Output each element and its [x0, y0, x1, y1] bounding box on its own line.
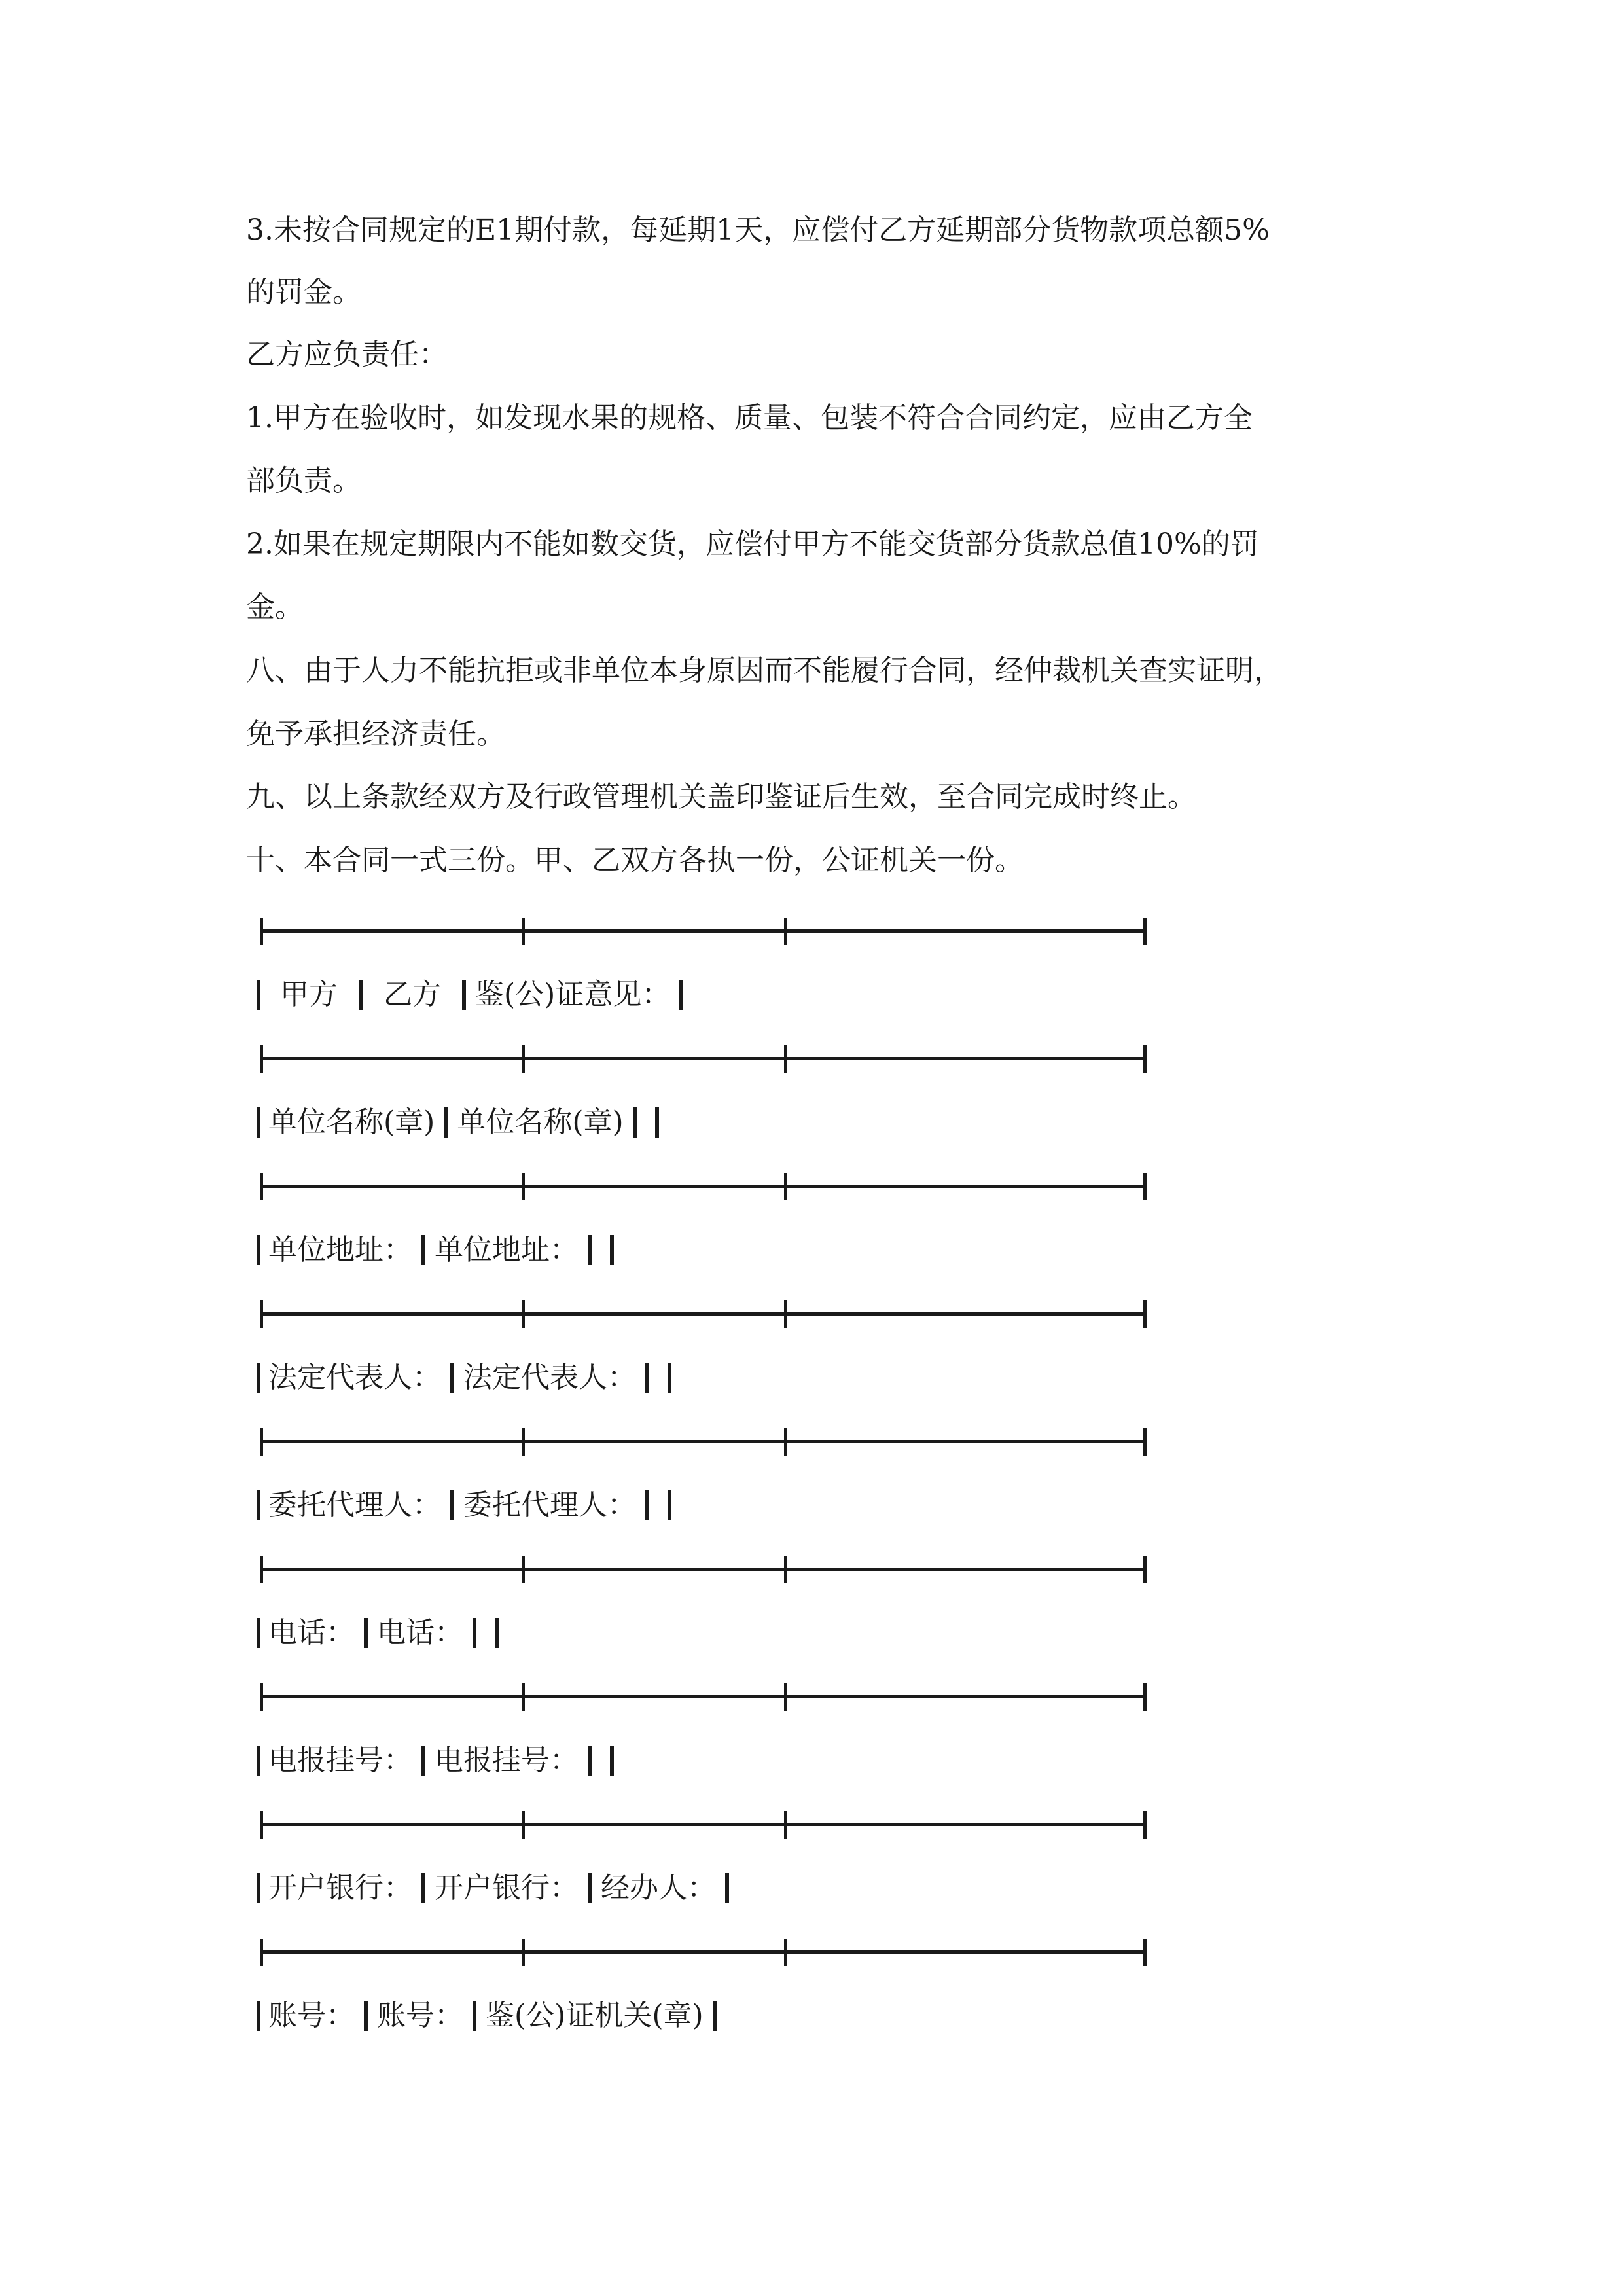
clause-text-line: 2.如果在规定期限内不能如数交货，应偿付甲方不能交货部分货款总值10%的罚	[246, 528, 1259, 561]
cell-separator	[421, 1873, 425, 1903]
table-rule-tick	[260, 918, 263, 945]
cell-separator	[655, 1107, 659, 1138]
table-rule-tick	[784, 1428, 787, 1456]
form-cell: 单位名称(章)	[268, 1105, 435, 1139]
cell-separator	[588, 1746, 592, 1776]
form-cell: 单位地址：	[435, 1233, 579, 1266]
table-rule	[260, 1695, 1147, 1698]
form-cell: 电报挂号：	[435, 1744, 579, 1777]
form-cell: 鉴(公)证意见：	[475, 978, 671, 1011]
cell-separator	[257, 2001, 260, 2031]
cell-separator	[610, 1235, 614, 1265]
form-row	[257, 1490, 681, 1520]
cell-separator	[610, 1746, 614, 1776]
form-cell: 开户银行：	[268, 1871, 412, 1905]
form-row	[257, 1363, 681, 1393]
table-rule-tick	[260, 1045, 263, 1073]
table-rule-tick	[784, 1556, 787, 1583]
form-cell: 委托代理人：	[268, 1488, 441, 1522]
table-rule-tick	[784, 1173, 787, 1200]
table-rule-tick	[1143, 1428, 1147, 1456]
cell-separator	[257, 1490, 260, 1520]
clause-text-line: 九、以上条款经双方及行政管理机关盖印鉴证后生效，至合同完成时终止。	[246, 780, 1196, 814]
table-rule	[260, 929, 1147, 933]
table-rule-tick	[1143, 1683, 1147, 1711]
table-rule-tick	[1143, 1045, 1147, 1073]
form-cell: 甲方	[280, 978, 338, 1011]
cell-separator	[725, 1873, 729, 1903]
table-rule-tick	[784, 1811, 787, 1839]
form-cell: 开户银行：	[435, 1871, 579, 1905]
table-rule-tick	[1143, 1556, 1147, 1583]
cell-separator	[495, 1618, 499, 1648]
table-rule-tick	[784, 1300, 787, 1328]
cell-separator	[473, 1618, 476, 1648]
cell-separator	[444, 1107, 448, 1138]
table-rule	[260, 1568, 1147, 1571]
form-row	[257, 2001, 726, 2031]
cell-separator	[473, 2001, 476, 2031]
cell-separator	[257, 1235, 260, 1265]
table-rule	[260, 1185, 1147, 1188]
table-rule-tick	[522, 918, 525, 945]
clause-text-line: 的罚金。	[246, 276, 361, 309]
table-rule-tick	[522, 1300, 525, 1328]
form-cell: 委托代理人：	[463, 1488, 636, 1522]
cell-separator	[257, 1363, 260, 1393]
section-heading: 乙方应负责任：	[246, 338, 448, 371]
cell-separator	[645, 1490, 649, 1520]
form-cell: 电报挂号：	[268, 1744, 412, 1777]
form-row	[257, 980, 692, 1010]
cell-separator	[257, 1873, 260, 1903]
form-row	[257, 1235, 623, 1265]
clause-text-line: 3.未按合同规定的E1期付款，每延期1天，应偿付乙方延期部分货物款项总额5%	[246, 213, 1270, 247]
clause-text-line: 十、本合同一式三份。甲、乙双方各执一份，公证机关一份。	[246, 844, 1024, 877]
table-rule-tick	[260, 1300, 263, 1328]
table-rule-tick	[522, 1811, 525, 1839]
cell-separator	[257, 1746, 260, 1776]
table-rule-tick	[522, 1939, 525, 1966]
clause-text-line: 1.甲方在验收时，如发现水果的规格、质量、包装不符合合同约定，应由乙方全	[246, 401, 1253, 435]
table-rule-tick	[784, 1045, 787, 1073]
table-rule-tick	[784, 918, 787, 945]
table-rule-tick	[260, 1683, 263, 1711]
table-rule	[260, 1950, 1147, 1954]
clause-text-line: 八、由于人力不能抗拒或非单位本身原因而不能履行合同，经仲裁机关查实证明，	[246, 654, 1283, 687]
table-rule-tick	[260, 1556, 263, 1583]
table-rule-tick	[260, 1428, 263, 1456]
cell-separator	[359, 980, 363, 1010]
table-rule-tick	[1143, 1173, 1147, 1200]
form-row	[257, 1873, 738, 1903]
table-rule-tick	[1143, 1811, 1147, 1839]
table-rule-tick	[1143, 1300, 1147, 1328]
cell-separator	[588, 1873, 592, 1903]
table-rule-tick	[522, 1173, 525, 1200]
cell-separator	[668, 1490, 671, 1520]
form-row	[257, 1107, 668, 1138]
table-rule-tick	[260, 1173, 263, 1200]
table-rule-tick	[784, 1683, 787, 1711]
table-rule	[260, 1823, 1147, 1826]
cell-separator	[450, 1363, 454, 1393]
cell-separator	[645, 1363, 649, 1393]
table-rule-tick	[522, 1683, 525, 1711]
cell-separator	[668, 1363, 671, 1393]
cell-separator	[679, 980, 683, 1010]
form-cell: 电话：	[377, 1616, 463, 1649]
table-rule	[260, 1057, 1147, 1060]
table-rule-tick	[522, 1556, 525, 1583]
form-row	[257, 1746, 623, 1776]
table-rule-tick	[1143, 918, 1147, 945]
table-rule	[260, 1440, 1147, 1443]
form-cell: 账号：	[268, 1999, 355, 2032]
clause-text-line: 部负责。	[246, 464, 361, 497]
cell-separator	[462, 980, 466, 1010]
table-rule-tick	[1143, 1939, 1147, 1966]
form-cell: 法定代表人：	[268, 1361, 441, 1394]
form-cell: 鉴(公)证机关(章)	[486, 1999, 704, 2032]
form-cell: 电话：	[268, 1616, 355, 1649]
cell-separator	[364, 1618, 368, 1648]
form-cell: 法定代表人：	[463, 1361, 636, 1394]
form-cell: 单位名称(章)	[457, 1105, 624, 1139]
table-rule	[260, 1312, 1147, 1316]
cell-separator	[257, 1107, 260, 1138]
cell-separator	[588, 1235, 592, 1265]
table-rule-tick	[784, 1939, 787, 1966]
cell-separator	[257, 1618, 260, 1648]
form-row	[257, 1618, 508, 1648]
table-rule-tick	[522, 1428, 525, 1456]
table-rule-tick	[260, 1811, 263, 1839]
clause-text-line: 免予承担经济责任。	[246, 717, 505, 751]
form-cell: 乙方	[383, 978, 441, 1011]
table-rule-tick	[522, 1045, 525, 1073]
cell-separator	[450, 1490, 454, 1520]
form-cell: 单位地址：	[268, 1233, 412, 1266]
cell-separator	[421, 1746, 425, 1776]
form-cell: 账号：	[377, 1999, 463, 2032]
cell-separator	[421, 1235, 425, 1265]
cell-separator	[364, 2001, 368, 2031]
form-cell: 经办人：	[601, 1871, 716, 1905]
cell-separator	[713, 2001, 717, 2031]
cell-separator	[257, 980, 260, 1010]
cell-separator	[633, 1107, 637, 1138]
table-rule-tick	[260, 1939, 263, 1966]
clause-text-line: 金。	[246, 590, 304, 624]
